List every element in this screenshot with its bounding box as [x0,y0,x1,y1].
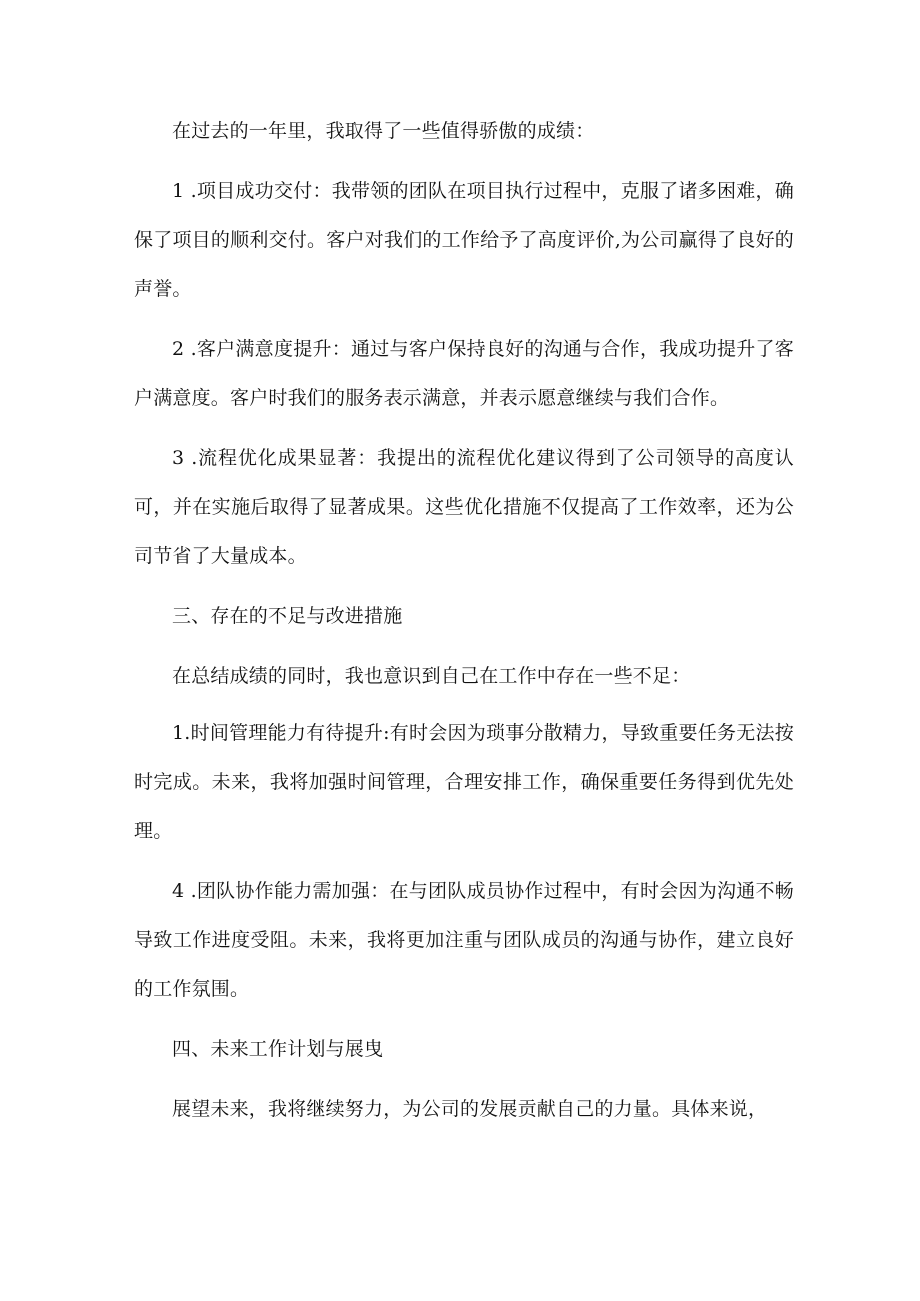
shortcoming-item-4: 4 .团队协作能力需加强：在与团队成员协作过程中，有时会因为沟通不畅导致工作进度受阻。未来，我将更加注重与团队成员的沟通与协作，建立良好的工作氛围。 [134,880,794,1000]
intro-paragraph: 在过去的一年里，我取得了一些值得骄傲的成绩： [172,120,595,142]
shortcoming-item-1: 1.时间管理能力有待提升:有时会因为琐事分散精力，导致重要任务无法按时完成。未来，我将加强时间管理，合理安排工作，确保重要任务得到优先处理。 [134,722,794,842]
shortcomings-intro-paragraph: 在总结成绩的同时，我也意识到自己在工作中存在一些不足： [172,665,691,687]
achievement-item-2: 2 .客户满意度提升：通过与客户保持良好的沟通与合作，我成功提升了客户满意度。客户时我们的服务表示满意，并表示愿意继续与我们合作。 [134,338,794,409]
achievement-item-3: 3 .流程优化成果显著：我提出的流程优化建议得到了公司领导的高度认可，并在实施后取得了显著成果。这些优化措施不仅提高了工作效率，还为公司节省了大量成本。 [134,447,794,567]
document-body [134,107,794,1145]
future-intro-paragraph: 展望未来，我将继续努力，为公司的发展贡献自己的力量。具体来说， [172,1098,768,1120]
section-heading-shortcomings: 三、存在的不足与改进措施 [172,605,403,627]
achievement-item-1: 1 .项目成功交付：我带领的团队在项目执行过程中，克服了诸多困难，确保了项目的顺利交付。客户对我们的工作给予了高度评价,为公司赢得了良好的声誉。 [134,180,794,300]
section-heading-future: 四、未来工作计划与展曳 [172,1038,384,1060]
